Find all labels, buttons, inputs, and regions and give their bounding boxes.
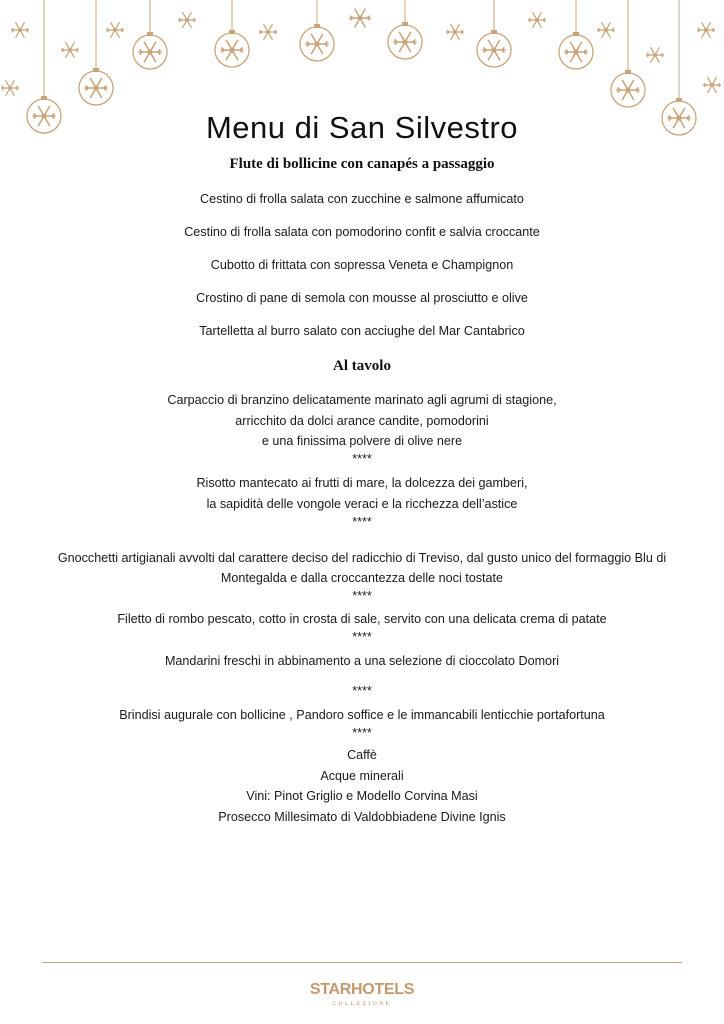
menu-line: la sapidità delle vongole veraci e la ricchezza dell’astice	[206, 497, 518, 511]
menu-line: Gnocchetti artigianali avvolti dal carattere deciso del radicchio di Treviso, dal gusto unico del formaggio Blu di	[57, 551, 667, 565]
tavolo-heading: Al tavolo	[333, 358, 391, 374]
menu-line: Risotto mantecato ai frutti di mare, la dolcezza dei gamberi,	[196, 476, 528, 490]
menu-line: Prosecco Millesimato di Valdobbiadene Divine Ignis	[218, 810, 506, 824]
course-separator: ****	[352, 684, 372, 698]
brand-logo: STARHOTELS	[309, 981, 415, 998]
footer-divider	[42, 962, 682, 963]
course-separator: ****	[352, 726, 372, 740]
page-title: Menu di San Silvestro	[205, 110, 519, 145]
course-separator: ****	[352, 452, 372, 466]
course-separator: ****	[352, 630, 372, 644]
menu-line: Acque minerali	[320, 769, 404, 783]
menu-line: Carpaccio di branzino delicatamente marinato agli agrumi di stagione,	[167, 393, 557, 407]
menu-line: Brindisi augurale con bollicine , Pandoro soffice e le immancabili lenticchie portafortuna	[119, 708, 605, 722]
menu-line: arricchito da dolci arance candite, pomodorini	[235, 414, 489, 428]
menu-line: Mandarini freschi in abbinamento a una selezione di cioccolato Domori	[164, 654, 560, 668]
menu-line: Vini: Pinot Griglio e Modello Corvina Masi	[246, 789, 478, 803]
menu-line: Filetto di rombo pescato, cotto in crosta di sale, servito con una delicata crema di patate	[117, 612, 607, 626]
brand-subtitle: COLLEZIONE	[332, 1001, 392, 1007]
aperitivo-item: Cestino di frolla salata con pomodorino confit e salvia croccante	[184, 225, 540, 239]
aperitivo-item: Tartelletta al burro salato con acciughe del Mar Cantabrico	[199, 324, 525, 338]
aperitivo-item: Cubotto di frittata con sopressa Veneta e Champignon	[210, 258, 514, 272]
menu-line: Montegalda e dalla croccantezza delle noci tostate	[220, 571, 504, 585]
menu-line: e una finissima polvere di olive nere	[261, 434, 463, 448]
course-separator: ****	[352, 515, 372, 529]
course-separator: ****	[352, 589, 372, 603]
aperitivo-heading: Flute di bollicine con canapés a passaggio	[229, 156, 495, 172]
aperitivo-item: Crostino di pane di semola con mousse al prosciutto e olive	[196, 291, 528, 305]
aperitivo-item: Cestino di frolla salata con zucchine e salmone affumicato	[200, 192, 524, 206]
menu-line: Caffè	[347, 748, 377, 762]
